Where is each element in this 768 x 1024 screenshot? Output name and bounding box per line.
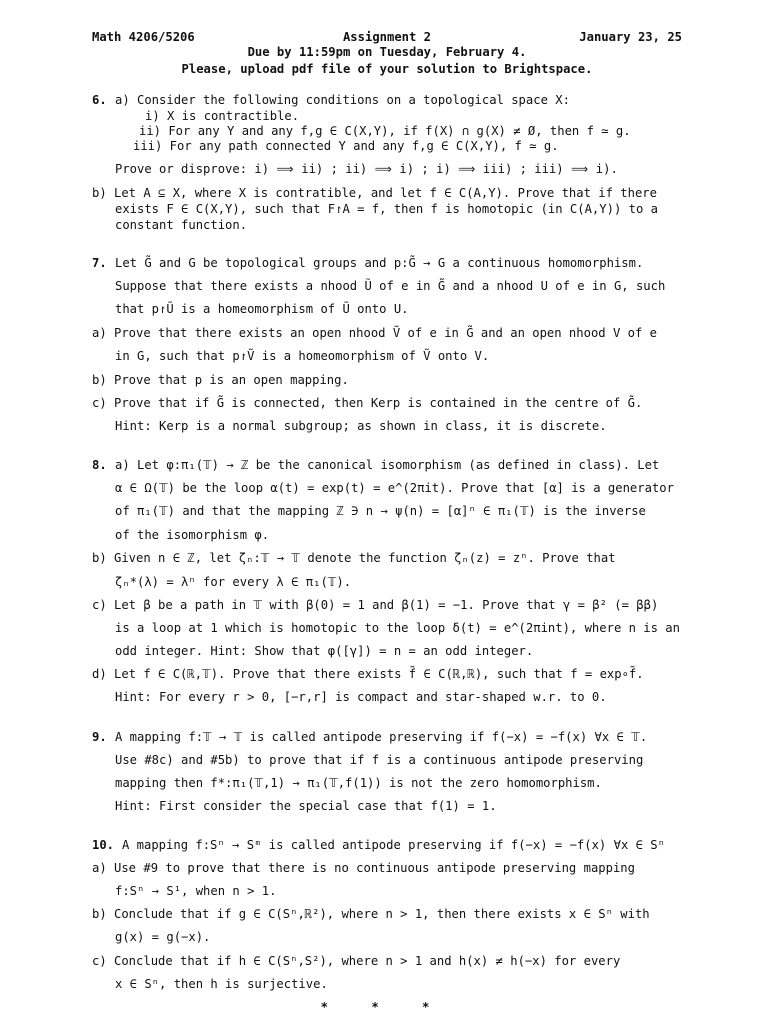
end-stars: * * * [320,1000,448,1014]
problem-6-line: a) Consider the following conditions on a topological space X: [115,93,570,107]
problem-10-line: b) Conclude that if g ∈ C(Sⁿ,ℝ²), where n > 1, then there exists x ∈ Sⁿ with [92,907,650,921]
problem-9-line: mapping then f*:π₁(𝕋,1) → π₁(𝕋,f(1)) is not the zero homomorphism. [115,776,602,790]
problem-6-line: b) Let A ⊆ X, where X is contratible, and let f ∈ C(A,Y). Prove that if there [92,186,657,200]
problem-8-line: b) Given n ∈ ℤ, let ζₙ:𝕋 → 𝕋 denote the function ζₙ(z) = zⁿ. Prove that [92,551,616,565]
problem-8-line: d) Let f ∈ C(ℝ,𝕋). Prove that there exists f̃ ∈ C(ℝ,ℝ), such that f = exp∘f̃. [92,667,644,681]
problem-8-line: a) Let φ:π₁(𝕋) → ℤ be the canonical isomorphism (as defined in class). Let [115,458,660,472]
problem-10-number: 10. [92,838,115,852]
problem-9-number: 9. [92,730,107,744]
problem-7-line: Suppose that there exists a nhood Ũ of e in G̃ and a nhood U of e in G, such [115,279,666,293]
problem-10-line: a) Use #9 to prove that there is no continuous antipode preserving mapping [92,861,635,875]
problem-7-line: Hint: Kerp is a normal subgroup; as shown in class, it is discrete. [115,419,607,433]
problem-6-line: exists F ∈ C(X,Y), such that F↾A = f, then f is homotopic (in C(A,Y)) to a [115,202,658,216]
problem-7-line: Let G̃ and G be topological groups and p:G̃ → G a continuous homomorphism. [115,256,644,270]
problem-10-line: x ∈ Sⁿ, then h is surjective. [115,977,328,991]
assignment-title: Assignment 2 [342,30,432,44]
problem-9-line: Hint: First consider the special case that f(1) = 1. [115,799,497,813]
problem-6-line: ii) For any Y and any f,g ∈ C(X,Y), if f(X) ∩ g(X) ≠ Ø, then f ≃ g. [139,124,631,138]
problem-7-line: b) Prove that p is an open mapping. [92,373,349,387]
problem-8-line: is a loop at 1 which is homotopic to the loop δ(t) = e^(2πint), where n is an [115,621,680,635]
upload-instructions: Please, upload pdf file of your solution to Brightspace. [181,62,593,76]
problem-6-line: Prove or disprove: i) ⟹ ii) ; ii) ⟹ i) ; i) ⟹ iii) ; iii) ⟹ i). [115,162,618,176]
header-date: January 23, 25 [579,30,682,44]
problem-8-line: of the isomorphism φ. [115,528,270,542]
problem-7-line: a) Prove that there exists an open nhood Ṽ of e in G̃ and an open nhood V of e [92,326,657,340]
problem-6-line: constant function. [115,218,248,232]
problem-9-line: A mapping f:𝕋 → 𝕋 is called antipode preserving if f(−x) = −f(x) ∀x ∈ 𝕋. [115,730,648,744]
problem-9-line: Use #8c) and #5b) to prove that if f is a continuous antipode preserving [115,753,644,767]
problem-7-number: 7. [92,256,107,270]
problem-8-line: ζₙ*(λ) = λⁿ for every λ ∈ π₁(𝕋). [115,575,352,589]
problem-7-line: that p↾Ũ is a homeomorphism of Ũ onto U. [115,302,409,316]
due-date-line: Due by 11:59pm on Tuesday, February 4. [247,45,527,59]
problem-10-line: f:Sⁿ → S¹, when n > 1. [115,884,277,898]
problem-8-number: 8. [92,458,107,472]
problem-8-line: c) Let β be a path in 𝕋 with β(0) = 1 and β(1) = −1. Prove that γ = β² (= ββ) [92,598,659,612]
course-code: Math 4206/5206 [92,30,195,44]
problem-10-line: g(x) = g(−x). [115,930,211,944]
problem-7-line: in G, such that p↾Ṽ is a homeomorphism of Ṽ onto V. [115,349,490,363]
problem-7-line: c) Prove that if G̃ is connected, then Kerp is contained in the centre of G̃. [92,396,643,410]
problem-8-line: odd integer. Hint: Show that φ([γ]) = n = an odd integer. [115,644,534,658]
header-row [92,30,682,46]
problem-8-line: of π₁(𝕋) and that the mapping ℤ ∋ n → ψ(n) = [α]ⁿ ∈ π₁(𝕋) is the inverse [115,504,646,518]
problem-10-line: c) Conclude that if h ∈ C(Sⁿ,S²), where n > 1 and h(x) ≠ h(−x) for every [92,954,621,968]
problem-6-line: i) X is contractible. [145,109,300,123]
problem-10-line: A mapping f:Sⁿ → Sᵐ is called antipode preserving if f(−x) = −f(x) ∀x ∈ Sⁿ [122,838,665,852]
problem-6-number: 6. [92,93,107,107]
problem-8-line: α ∈ Ω(𝕋) be the loop α(t) = exp(t) = e^(2πit). Prove that [α] is a generator [115,481,674,495]
problem-6-line: iii) For any path connected Y and any f,g ∈ C(X,Y), f ≃ g. [133,139,559,153]
problem-8-line: Hint: For every r > 0, [−r,r] is compact and star-shaped w.r. to 0. [115,690,607,704]
